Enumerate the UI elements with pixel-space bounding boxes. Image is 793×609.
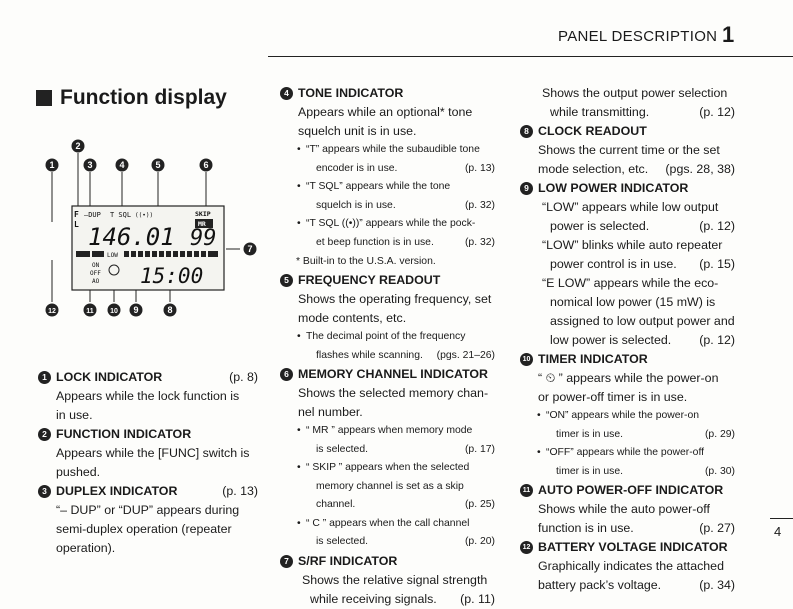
- callout-7: [244, 243, 257, 256]
- page-ref: (p. 20): [464, 536, 495, 547]
- tone-indicator-entry: [280, 84, 495, 271]
- bullet-line: flashes while scanning.: [316, 349, 423, 361]
- page-ref: (p. 8): [229, 370, 258, 384]
- page-ref: (p. 13): [222, 484, 258, 498]
- bullet-item: [280, 422, 495, 459]
- body-line: in use.: [56, 408, 93, 422]
- body-line: Graphically indicates the attached: [538, 559, 724, 573]
- bullet-line: timer is in use.: [556, 428, 623, 440]
- bullet-item: [280, 178, 495, 215]
- svg-text:15:00: 15:00: [140, 264, 204, 288]
- callout-6: [200, 159, 213, 172]
- bullet-line: squelch is in use.: [316, 199, 396, 211]
- page-ref: (p. 32): [464, 199, 495, 211]
- svg-text:AO: AO: [92, 278, 100, 285]
- bullet-line: is selected.: [316, 536, 368, 547]
- entry-title: MEMORY CHANNEL INDICATOR: [298, 367, 488, 381]
- dash-line: “E LOW” appears while the eco-: [542, 276, 719, 290]
- bullet-line: is selected.: [316, 443, 368, 455]
- callout-3: [84, 159, 97, 172]
- badge-1-icon: 1: [38, 371, 51, 384]
- page-ref: (p. 32): [464, 236, 495, 248]
- bullet-line: encoder is in use.: [316, 162, 398, 174]
- body-line: squelch unit is in use.: [298, 124, 417, 138]
- callout-12: [46, 304, 59, 317]
- dash-line: while receiving signals.: [310, 591, 437, 606]
- entry-title: FREQUENCY READOUT: [298, 273, 441, 287]
- dash-line: power is selected.: [550, 219, 650, 233]
- dash-line: nomical low power (15 mW) is: [550, 295, 716, 309]
- callout-2: [72, 140, 85, 153]
- bullet-line: • “T SQL ((•))” appears while the pock-: [306, 218, 476, 229]
- square-bullet-icon: [36, 90, 52, 106]
- entry-title: AUTO POWER-OFF INDICATOR: [538, 483, 724, 497]
- bullet-item: [280, 515, 495, 552]
- svg-text:6: 6: [203, 160, 209, 170]
- body-line: mode selection, etc.: [538, 162, 649, 176]
- bullet-line: memory channel is set as a skip: [316, 480, 464, 492]
- lcd-diagram-svg: [40, 130, 265, 330]
- auto-power-off-indicator-entry: [520, 481, 735, 538]
- bullet-item: [280, 459, 495, 515]
- entry-title: TONE INDICATOR: [298, 86, 404, 100]
- bullet-line: • The decimal point of the frequency: [306, 331, 466, 342]
- body-line: mode contents, etc.: [298, 311, 407, 325]
- badge-3-icon: 3: [38, 485, 51, 498]
- entry-title: LOCK INDICATOR: [56, 370, 163, 384]
- callout-10: [108, 304, 121, 317]
- svg-text:99: 99: [190, 226, 217, 251]
- dash-line: while transmitting.: [550, 105, 650, 119]
- page-ref: (p. 12): [699, 105, 735, 119]
- badge-4-icon: 4: [280, 87, 293, 100]
- frequency-readout-entry: [280, 271, 495, 365]
- badge-9-icon: 9: [520, 182, 533, 195]
- footnote: * Built-in to the U.S.A. version.: [296, 256, 436, 267]
- entry-title: BATTERY VOLTAGE INDICATOR: [538, 540, 728, 554]
- svg-text:ON: ON: [92, 262, 100, 269]
- bullet-line: timer is in use.: [556, 465, 623, 477]
- body-line: battery pack’s voltage.: [538, 578, 662, 592]
- body-line: Shows the current time or the set: [538, 143, 720, 157]
- dash-line: low power is selected.: [550, 333, 672, 347]
- page-ref: (pgs. 28, 38): [665, 162, 735, 176]
- bullet-line: • “T” appears while the subaudible tone: [306, 144, 480, 155]
- page-ref: (p. 29): [704, 428, 735, 440]
- callout-8: [164, 304, 177, 317]
- bullet-line: • “ SKIP ” appears when the selected: [306, 462, 470, 473]
- badge-8-icon: 8: [520, 125, 533, 138]
- bullet-item: [280, 328, 495, 365]
- callout-9: [130, 304, 143, 317]
- svg-text:T SQL: T SQL: [110, 211, 132, 219]
- page-ref: (p. 13): [464, 162, 495, 174]
- callout-5: [152, 159, 165, 172]
- badge-7-icon: 7: [280, 555, 293, 568]
- svg-text:10: 10: [110, 308, 118, 315]
- timer-indicator-entry: [520, 350, 735, 481]
- svg-text:–DUP: –DUP: [84, 211, 101, 219]
- body-line: “– DUP” or “DUP” appears during: [56, 503, 240, 517]
- battery-voltage-indicator-entry: [520, 538, 735, 595]
- page-ref: (pgs. 21–26): [436, 349, 495, 361]
- body-line: operation).: [56, 541, 116, 555]
- section-title-text: Function display: [60, 86, 227, 109]
- page-ref: (p. 17): [464, 443, 495, 455]
- svg-text:12: 12: [48, 308, 56, 315]
- page-ref: (p. 30): [704, 465, 735, 477]
- page-ref: (p. 11): [460, 591, 495, 606]
- srf-indicator-entry: [280, 552, 495, 609]
- bullet-item: [520, 407, 735, 444]
- srf-continuation: [520, 84, 735, 122]
- body-line: pushed.: [56, 465, 101, 479]
- body-line: Appears while the [FUNC] switch is: [56, 446, 250, 460]
- chapter-number: 1: [722, 22, 735, 47]
- svg-text:9: 9: [133, 305, 139, 315]
- badge-5-icon: 5: [280, 274, 293, 287]
- function-indicator-entry: [38, 425, 258, 482]
- body-line: Shows the selected memory chan-: [298, 386, 489, 400]
- clock-readout-entry: [520, 122, 735, 179]
- body-line: Appears while the lock function is: [56, 389, 240, 403]
- left-column: [38, 368, 258, 558]
- bullet-line: • “T SQL” appears while the tone: [306, 181, 451, 192]
- entry-title: DUPLEX INDICATOR: [56, 484, 178, 498]
- svg-text:F: F: [74, 210, 79, 219]
- svg-text:11: 11: [86, 308, 94, 315]
- svg-text:3: 3: [87, 160, 93, 170]
- svg-text:4: 4: [119, 160, 125, 170]
- dash-item: [280, 571, 495, 609]
- svg-text:2: 2: [75, 141, 81, 151]
- page-ref: (p. 12): [699, 333, 735, 347]
- svg-text:8: 8: [167, 305, 173, 315]
- body-line: or power-off timer is in use.: [538, 390, 688, 404]
- svg-text:L: L: [74, 220, 79, 229]
- dash-line: power control is in use.: [550, 257, 677, 271]
- bullet-item: [280, 141, 495, 178]
- svg-text:5: 5: [155, 160, 161, 170]
- entry-title: FUNCTION INDICATOR: [56, 427, 192, 441]
- body-line: Shows the operating frequency, set: [298, 292, 492, 306]
- body-line: Appears while an optional* tone: [298, 105, 473, 119]
- badge-11-icon: 11: [520, 484, 533, 497]
- dash-line: Shows the output power selection: [542, 86, 728, 100]
- entry-title: CLOCK READOUT: [538, 124, 647, 138]
- body-line: “ ⏲ ” appears while the power-on: [538, 371, 719, 385]
- svg-text:SKIP: SKIP: [195, 210, 211, 218]
- svg-text:7: 7: [247, 244, 253, 254]
- dash-item: [520, 274, 735, 350]
- section-title: [36, 86, 227, 110]
- badge-6-icon: 6: [280, 368, 293, 381]
- bullet-item: [280, 215, 495, 252]
- page-ref: (p. 15): [699, 257, 735, 271]
- bullet-line: • “ MR ” appears when memory mode: [306, 425, 473, 436]
- entry-title: LOW POWER INDICATOR: [538, 181, 689, 195]
- dash-item: [520, 198, 735, 236]
- svg-text:LOW: LOW: [107, 252, 118, 259]
- bullet-line: • “ON” appears while the power-on: [546, 410, 700, 421]
- header-rule: [268, 56, 793, 57]
- dash-line: “LOW” blinks while auto repeater: [542, 238, 723, 252]
- middle-column: [280, 84, 495, 609]
- badge-2-icon: 2: [38, 428, 51, 441]
- lock-indicator-entry: [38, 368, 258, 425]
- right-column: [520, 84, 735, 595]
- bullet-item: [520, 444, 735, 481]
- dash-item: [520, 236, 735, 274]
- page-number: 4: [774, 524, 782, 539]
- dash-line: Shows the relative signal strength: [302, 572, 488, 587]
- bullet-line: et beep function is in use.: [316, 236, 434, 248]
- page-ref: (p. 12): [699, 219, 735, 233]
- body-line: Shows while the auto power-off: [538, 502, 710, 516]
- svg-text:146.01: 146.01: [88, 223, 175, 251]
- memory-channel-indicator-entry: [280, 365, 495, 552]
- dash-line: assigned to low output power and: [550, 314, 735, 328]
- svg-text:1: 1: [49, 160, 55, 170]
- bullet-line: • “OFF” appears while the power-off: [546, 447, 705, 458]
- page-ref: (p. 34): [699, 578, 735, 592]
- entry-title: TIMER INDICATOR: [538, 352, 648, 366]
- badge-12-icon: 12: [520, 541, 533, 554]
- body-line: semi-duplex operation (repeater: [56, 522, 232, 536]
- dash-line: “LOW” appears while low output: [542, 200, 719, 214]
- svg-text:OFF: OFF: [90, 270, 101, 277]
- function-display-diagram: [40, 130, 265, 335]
- bullet-line: • “ C ” appears when the call channel: [306, 517, 470, 529]
- page-ref: (p. 27): [699, 521, 735, 535]
- low-power-indicator-entry: [520, 179, 735, 350]
- badge-10-icon: 10: [520, 353, 533, 366]
- callout-11: [84, 304, 97, 317]
- svg-text:MR: MR: [198, 220, 206, 228]
- svg-text:((•)): ((•)): [135, 212, 154, 219]
- page-header-title: PANEL DESCRIPTION: [558, 28, 718, 45]
- page-ref: (p. 25): [464, 499, 495, 510]
- body-line: function is in use.: [538, 521, 634, 535]
- callout-1: [46, 159, 59, 172]
- page-number-rule: [770, 518, 793, 519]
- body-line: nel number.: [298, 405, 363, 419]
- bullet-line: channel.: [316, 499, 356, 510]
- duplex-indicator-entry: [38, 482, 258, 558]
- entry-title: S/RF INDICATOR: [298, 553, 398, 568]
- callout-4: [116, 159, 129, 172]
